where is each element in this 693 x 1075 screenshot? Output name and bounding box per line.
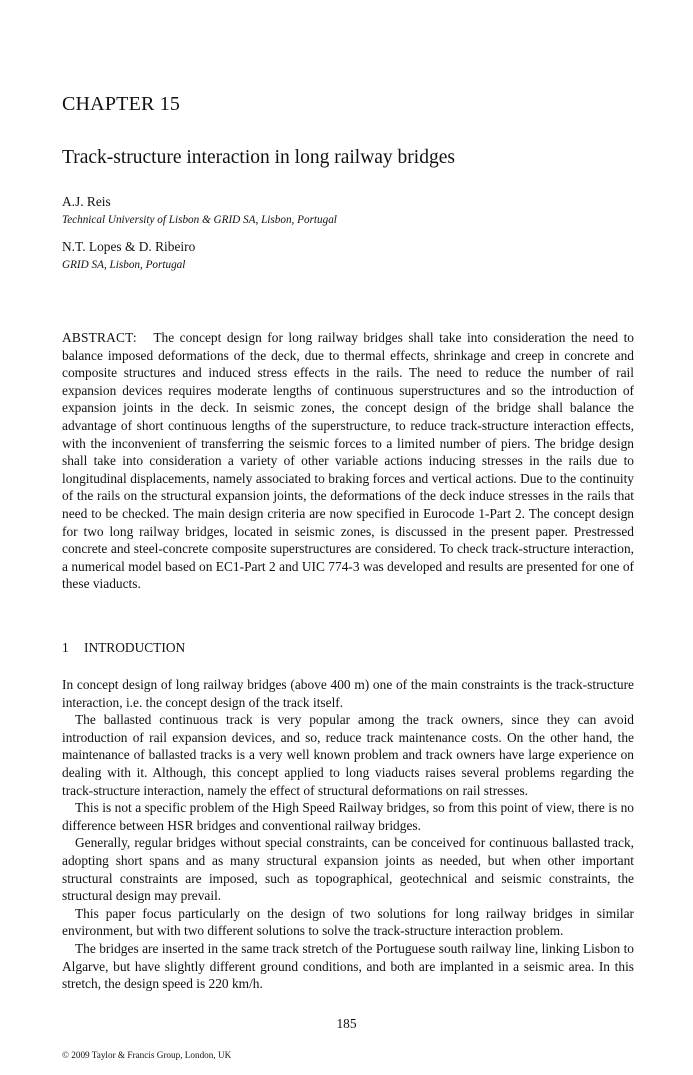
paragraph: This paper focus particularly on the design of two solutions for long railway bridges in similar environment, but with two different solutions to solve the track-structure interaction problem. — [62, 905, 634, 939]
chapter-heading: CHAPTER 15 — [62, 93, 181, 115]
paragraph: This is not a specific problem of the High Speed Railway bridges, so from this point of view, there is no difference between HSR bridges and conventional railway bridges. — [62, 800, 634, 833]
paragraph: Generally, regular bridges without special constraints, can be conceived for continuous ballasted track, adopting short spans and as many structural expansion joints as needed, but when other important structural constraints are imposed, such as topographical, geotechnical and seismic constraints, the structural design may prevail. — [62, 835, 634, 904]
section-heading — [62, 640, 185, 656]
author-1-name: A.J. Reis — [62, 194, 111, 209]
paragraph: In concept design of long railway bridges (above 400 m) one of the main constraints is the track-structure interaction, i.e. the concept design of the track itself. — [62, 677, 634, 710]
abstract-label: ABSTRACT: — [62, 330, 137, 345]
page-number: 185 — [336, 1016, 357, 1031]
author-1-affiliation: Technical University of Lisbon & GRID SA, Lisbon, Portugal — [62, 214, 337, 226]
paragraph: The ballasted continuous track is very popular among the track owners, since they can avoid introduction of rail expansion devices, and so, reduce track maintenance costs. On the other hand, the maintenance of ballasted tracks is a very well known problem and track owners have large experience on dealing with it. Although, this concept applied to long viaducts raises several problems regarding the track-structure interaction, namely the effect of structural deformations on rail stresses. — [62, 712, 634, 798]
paragraph: The bridges are inserted in the same track stretch of the Portuguese south railway line, linking Lisbon to Algarve, but have slightly different ground conditions, and both are implanted in a seismic area. In this stretch, the design speed is 220 km/h. — [62, 940, 634, 992]
abstract-text: The concept design for long railway bridges shall take into consideration the need to balance imposed deformations of the deck, due to thermal effects, shrinkage and creep in concrete and composite structures and induced stress effects in the rails. The need to reduce the number of rail expansion devices requires moderate lengths of continuous superstructures and so the introduction of expansion joints in the deck. In seismic zones, the concept design of the bridge shall balance the advantage of short continuous lengths of the superstructure, to reduce track-structure interaction effects, with the inconvenient of transferring the seismic forces to a limited number of piers. The bridge design shall take into consideration a variety of other variable actions inducing stresses in the rails due to longitudinal displacements, namely associated to braking forces and vertical actions. Due to the continuity of the rails on the structural expansion joints, the deformations of the deck induce stresses in the rails that need to be checked. The main design criteria are now specified in Eurocode 1-Part 2. The concept design for two long railway bridges, located in seismic zones, is discussed in the present paper. Prestressed concrete and steel-concrete composite superstructures are considered. To check track-structure interaction, a numerical model based on EC1-Part 2 and UIC 774-3 was developed and results are presented for one of these viaducts. — [62, 330, 635, 592]
abstract — [62, 329, 634, 593]
section-title: INTRODUCTION — [84, 640, 186, 655]
copyright-notice: © 2009 Taylor & Francis Group, London, UK — [62, 1050, 232, 1060]
author-2-affiliation: GRID SA, Lisbon, Portugal — [62, 259, 186, 271]
introduction-body — [62, 676, 634, 993]
author-2-name: N.T. Lopes & D. Ribeiro — [62, 239, 196, 254]
paper-title: Track-structure interaction in long railway bridges — [62, 147, 455, 168]
section-number: 1 — [62, 640, 69, 655]
